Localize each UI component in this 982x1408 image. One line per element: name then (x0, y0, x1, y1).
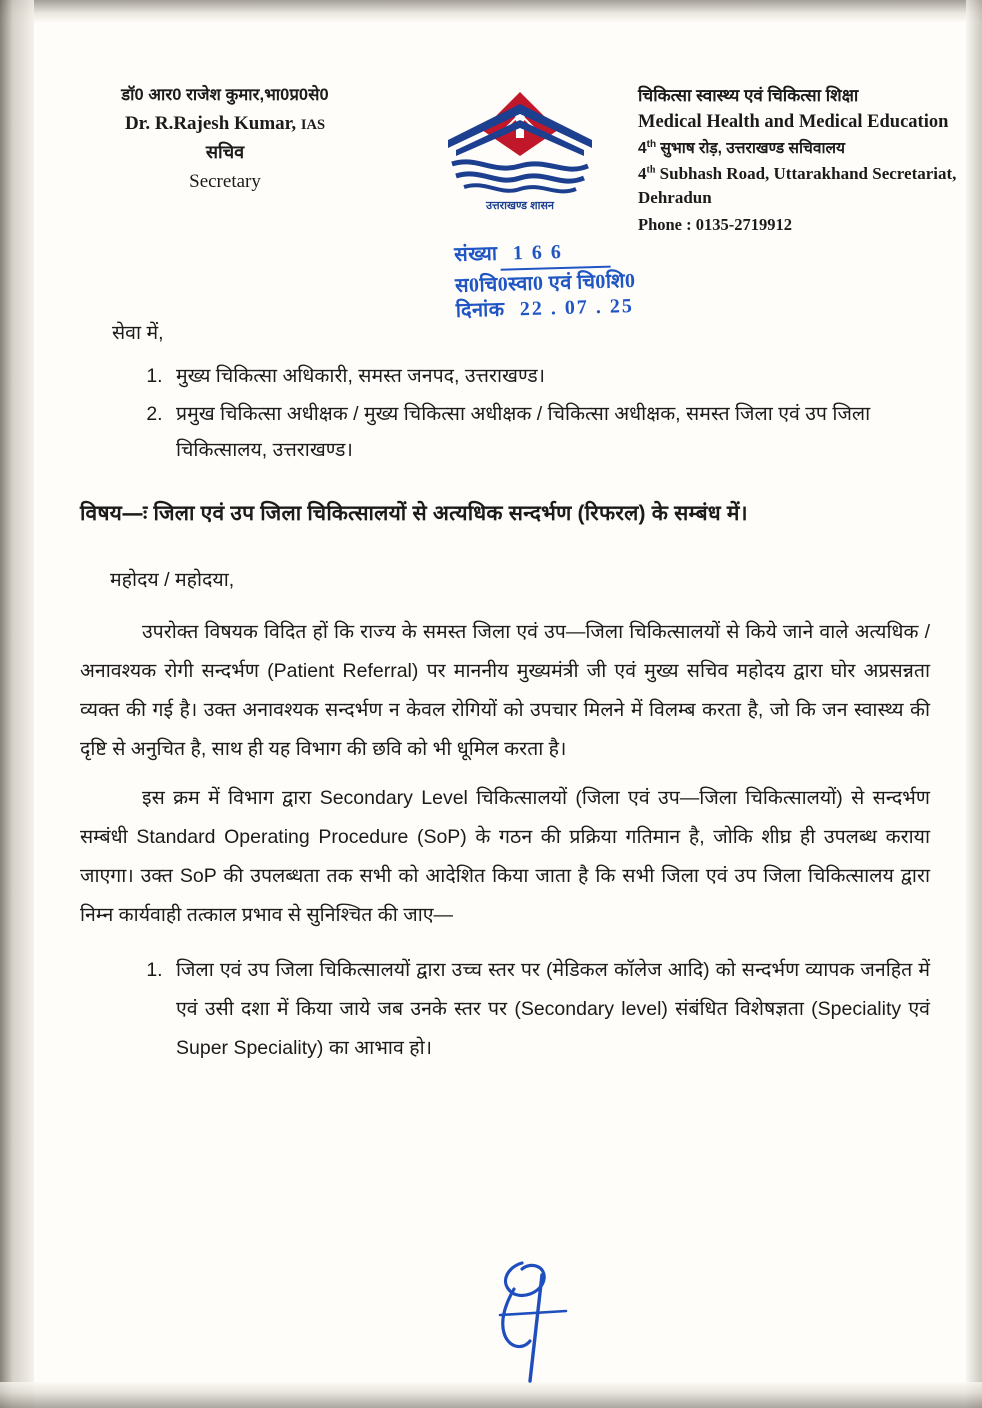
address-hindi-text: सुभाष रोड़, उत्तराखण्ड सचिवालय (656, 140, 845, 158)
stamp-date-value: 22 . 07 . 25 (519, 295, 635, 321)
salutation: महोदय / महोदया, (110, 569, 235, 592)
address-hindi-sup: th (646, 139, 657, 151)
list-item: 1. जिला एवं उप जिला चिकित्सालयों द्वारा उच्च स्तर पर (मेडिकल कॉलेज आदि) को सन्दर्भण व्यापक जनहित में एवं उसी दशा में किया जाये जब उनके स्तर पर (Secondary level) संबंधित विशेषज्ञता (Speciality एवं Super Speciality) का आभाव हो। (168, 951, 930, 1068)
action-item-list (144, 951, 930, 1068)
stamp-number-value: 1 6 6 (512, 240, 564, 265)
stamp-date-label: दिनांक (455, 298, 505, 323)
signature-svg (470, 1255, 590, 1385)
recipient-list (144, 358, 930, 468)
to-label: सेवा में, (112, 322, 164, 344)
officer-name-english (60, 110, 390, 138)
scan-edge-bottom (0, 1382, 982, 1408)
officer-name-english-text: Dr. R.Rajesh Kumar, (124, 112, 297, 134)
department-phone: Phone : 0135-2719912 (638, 214, 792, 234)
letterhead-officer-block (60, 84, 390, 195)
emblem-caption: उत्तराखण्ड शासन (485, 200, 554, 212)
department-address-hindi (638, 138, 958, 160)
address-hindi-prefix: 4 (638, 140, 647, 158)
department-name-english: Medical Health and Medical Education (638, 112, 949, 133)
list-item: 2. प्रमुख चिकित्सा अधीक्षक / मुख्य चिकित्सा अधीक्षक / चिकित्सा अधीक्षक, समस्त जिला एवं उप जिला चिकित्सालय, उत्तराखण्ड। (168, 396, 930, 468)
letterhead-department-block (638, 84, 958, 236)
list-item: 1. मुख्य चिकित्सा अधिकारी, समस्त जनपद, उत्तराखण्ड। (168, 358, 930, 394)
letter-body (80, 300, 930, 1068)
stamp-number-label: संख्या (453, 242, 498, 267)
officer-name-hindi: डॉ0 आर0 राजेश कुमार,भा0प्र0से0 (121, 86, 329, 104)
address-english-text: Subhash Road, Uttarakhand Secretariat, Dehradun (638, 163, 957, 207)
paragraph-1: उपरोक्त विषयक विदित हों कि राज्य के समस्त जिला एवं उप—जिला चिकित्सालयों से किये जाने वाले अत्यधिक / अनावश्यक रोगी सन्दर्भण (Patient Referral) पर माननीय मुख्यमंत्री जी एवं मुख्य सचिव महोदय द्वारा घोर अप्रसन्नता व्यक्त की गई है। उक्त अनावश्यक सन्दर्भण न केवल रोगियों को उपचार मिलने में विलम्ब करता है, जो कि जन स्वास्थ्य की दृष्टि से अनुचित है, साथ ही यह विभाग की छवि को भी धूमिल करता है। (80, 621, 930, 761)
officer-designation-hindi: सचिव (205, 142, 245, 163)
address-english-prefix: 4 (638, 163, 647, 183)
uttarakhand-government-emblem-icon (430, 86, 610, 216)
department-address-english (638, 162, 958, 210)
officer-designation-english: Secretary (189, 170, 261, 192)
officer-name-suffix: IAS (300, 116, 326, 133)
department-name-hindi: चिकित्सा स्वास्थ्य एवं चिकित्सा शिक्षा (638, 86, 859, 105)
emblem-svg (430, 86, 610, 214)
address-english-sup: th (646, 163, 656, 175)
stamp-office-line: स0चि0स्वा0 एवं चि0शि0 (454, 269, 636, 297)
handwritten-signature (470, 1255, 590, 1385)
subject-line: विषय—ः जिला एवं उप जिला चिकित्सालयों से अत्यधिक सन्दर्भण (रिफरल) के सम्बंध में। (80, 502, 748, 526)
stamp-number-row (454, 237, 670, 269)
letterhead (0, 84, 982, 267)
scan-edge-top (0, 0, 982, 22)
paragraph-2: इस क्रम में विभाग द्वारा Secondary Level चिकित्सालयों (जिला एवं उप—जिला चिकित्सालयों) से सन्दर्भण सम्बंधी Standard Operating Procedure (SoP) के गठन की प्रक्रिया गतिमान है, जोकि शीघ्र ही उपलब्ध कराया जाएगा। उक्त SoP की उपलब्धता तक सभी को आदेशित किया जाता है कि सभी जिला एवं उप जिला चिकित्सालय द्वारा निम्न कार्यवाही तत्काल प्रभाव से सुनिश्चित की जाए— (80, 787, 930, 927)
